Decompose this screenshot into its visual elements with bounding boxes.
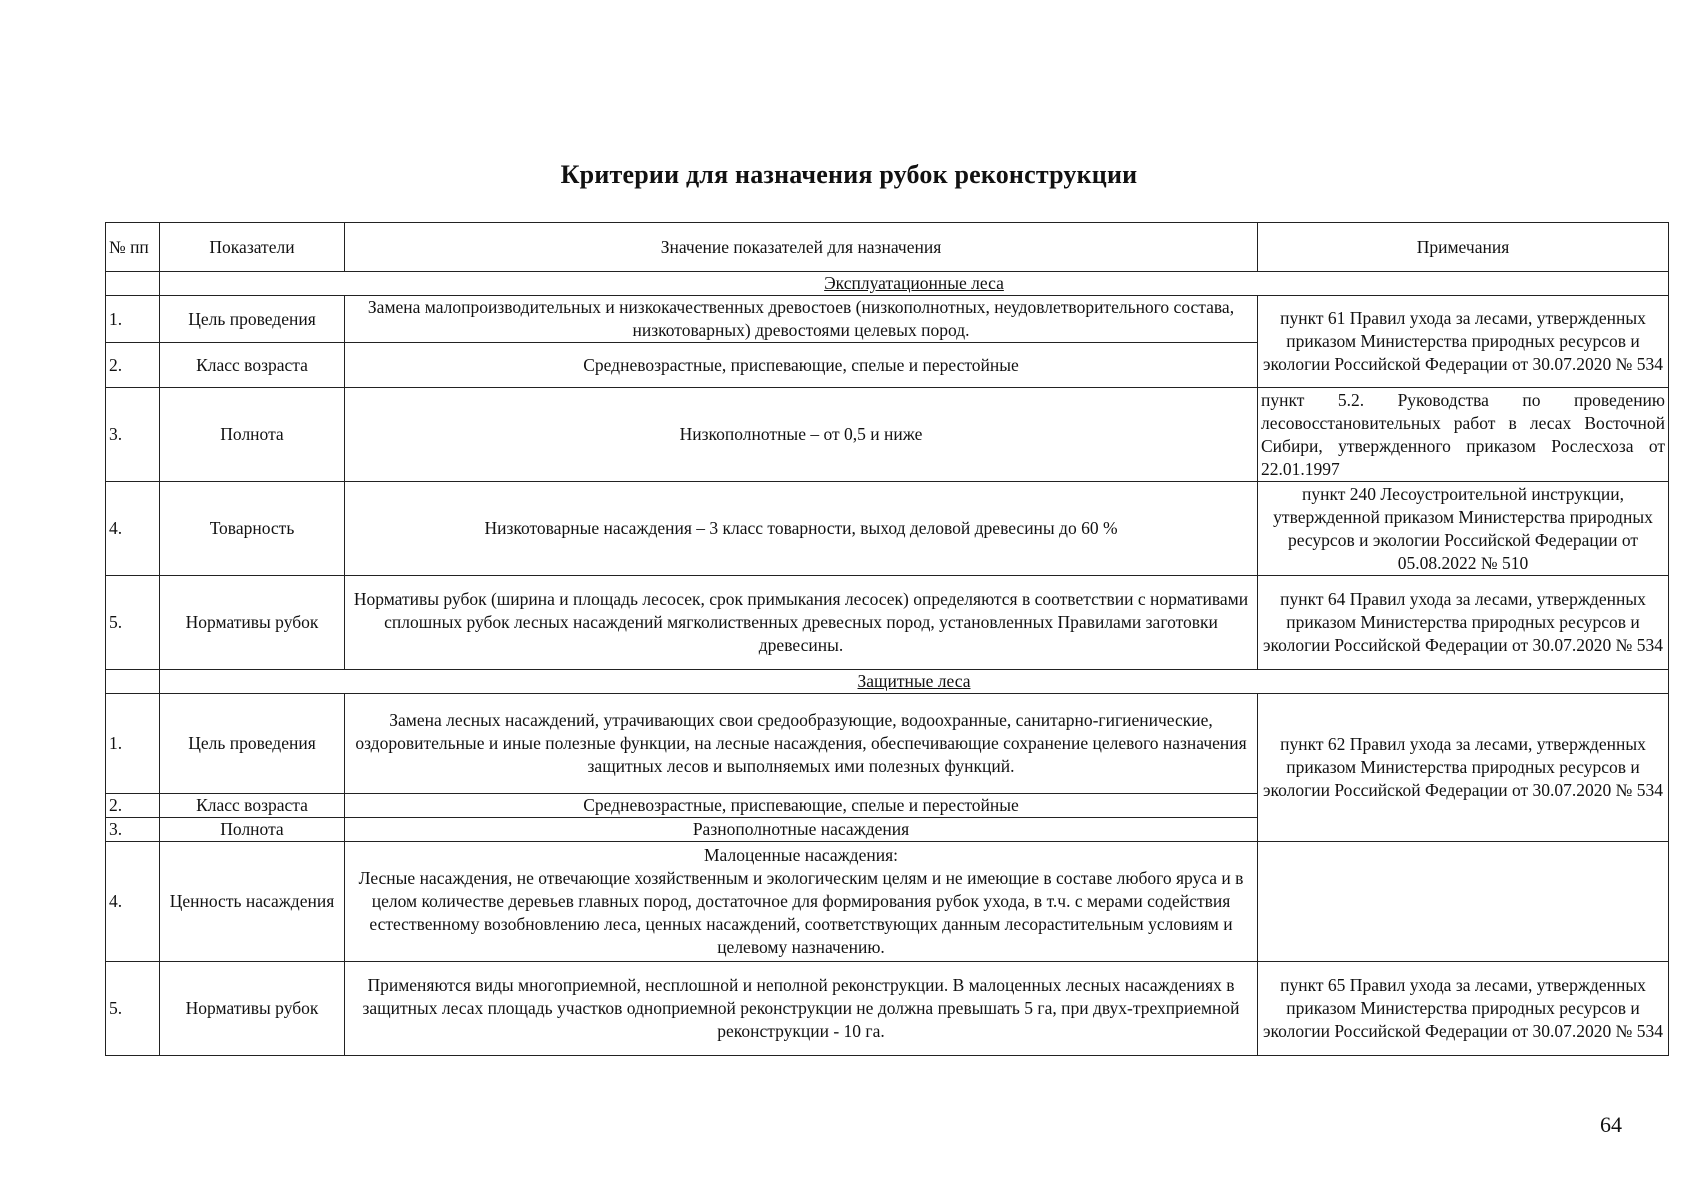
table-row [106,296,1669,343]
row-value: Применяются виды многоприемной, несплошной и неполной реконструкции. В малоценных лесных насаждениях в защитных лесах площадь участков одноприемной реконструкции не должна превышать 5 га, при двух-трехприемной реконструкции - 10 га. [345,962,1258,1056]
row-indicator: Ценность насаждения [160,842,345,962]
row-num: 5. [106,962,160,1056]
header-notes: Примечания [1258,223,1669,272]
row-value: Замена лесных насаждений, утрачивающих свои средообразующие, водоохранные, санитарно-гигиенические, оздоровительные и иные полезные функции, на лесные насаждения, обеспечивающие сохранение целевого назначения защитных лесов и выполняемых ими полезных функций. [345,694,1258,794]
row-indicator: Полнота [160,388,345,482]
row-num: 4. [106,842,160,962]
row-value: Низкополнотные – от 0,5 и ниже [345,388,1258,482]
row-num: 2. [106,794,160,818]
row-value: Замена малопроизводительных и низкокачественных древостоев (низкополнотных, неудовлетворительного состава, низкотоварных) древостоями целевых пород. [345,296,1258,343]
row-value-text: Лесные насаждения, не отвечающие хозяйственным и экологическим целям и не имеющие в составе любого яруса и в целом количестве деревьев главных пород, достаточное для формирования рубок ухода, в т.ч. с мерами содействия естественному возобновлению леса, ценных насаждений, соответствующих данным лесорастительным условиям и целевому назначению. [358,868,1244,957]
row-num: 4. [106,482,160,576]
table-header-row [106,223,1669,272]
table-row [106,482,1669,576]
table-row [106,576,1669,670]
row-num: 5. [106,576,160,670]
table-row [106,694,1669,794]
row-value: Средневозрастные, приспевающие, спелые и перестойные [345,794,1258,818]
row-value [345,842,1258,962]
row-num: 3. [106,388,160,482]
row-num: 1. [106,296,160,343]
row-note: пункт 62 Правил ухода за лесами, утвержденных приказом Министерства природных ресурсов и экологии Российской Федерации от 30.07.2020 № 534 [1258,694,1669,842]
row-note: пункт 61 Правил ухода за лесами, утвержденных приказом Министерства природных ресурсов и экологии Российской Федерации от 30.07.2020 № 534 [1258,296,1669,388]
row-indicator: Цель проведения [160,296,345,343]
page-title: Критерии для назначения рубок реконструкции [560,160,1138,189]
row-indicator: Класс возраста [160,794,345,818]
section-title: Эксплуатационные леса [160,272,1669,296]
section-row [106,670,1669,694]
header-indicator: Показатели [160,223,345,272]
page-number: 64 [1600,1112,1622,1137]
row-indicator: Нормативы рубок [160,576,345,670]
row-value: Разнополнотные насаждения [345,818,1258,842]
section-row [106,272,1669,296]
table-row [106,388,1669,482]
row-value: Нормативы рубок (ширина и площадь лесосек, срок примыкания лесосек) определяются в соответствии с нормативами сплошных рубок лесных насаждений мягколиственных древесных пород, установленных Правилами заготовки древесины. [345,576,1258,670]
row-note: пункт 64 Правил ухода за лесами, утвержденных приказом Министерства природных ресурсов и экологии Российской Федерации от 30.07.2020 № 534 [1258,576,1669,670]
row-num: 2. [106,343,160,388]
row-indicator: Полнота [160,818,345,842]
row-note: пункт 5.2. Руководства по проведению лесовосстановительных работ в лесах Восточной Сибири, утвержденного приказом Рослесхоза от 22.01.1997 [1258,388,1669,482]
row-indicator: Товарность [160,482,345,576]
header-value: Значение показателей для назначения [345,223,1258,272]
row-note [1258,842,1669,962]
row-note: пункт 65 Правил ухода за лесами, утвержденных приказом Министерства природных ресурсов и экологии Российской Федерации от 30.07.2020 № 534 [1258,962,1669,1056]
row-num: 3. [106,818,160,842]
row-num: 1. [106,694,160,794]
row-value: Низкотоварные насаждения – 3 класс товарности, выход деловой древесины до 60 % [345,482,1258,576]
row-indicator: Нормативы рубок [160,962,345,1056]
criteria-table [105,222,1669,1056]
row-value-title: Малоценные насаждения: [703,845,898,865]
section-title: Защитные леса [160,670,1669,694]
table-row [106,962,1669,1056]
row-indicator: Класс возраста [160,343,345,388]
header-num: № пп [106,223,160,272]
row-indicator: Цель проведения [160,694,345,794]
row-value: Средневозрастные, приспевающие, спелые и перестойные [345,343,1258,388]
table-row [106,842,1669,962]
row-note: пункт 240 Лесоустроительной инструкции, утвержденной приказом Министерства природных ресурсов и экологии Российской Федерации от 05.08.2022 № 510 [1258,482,1669,576]
